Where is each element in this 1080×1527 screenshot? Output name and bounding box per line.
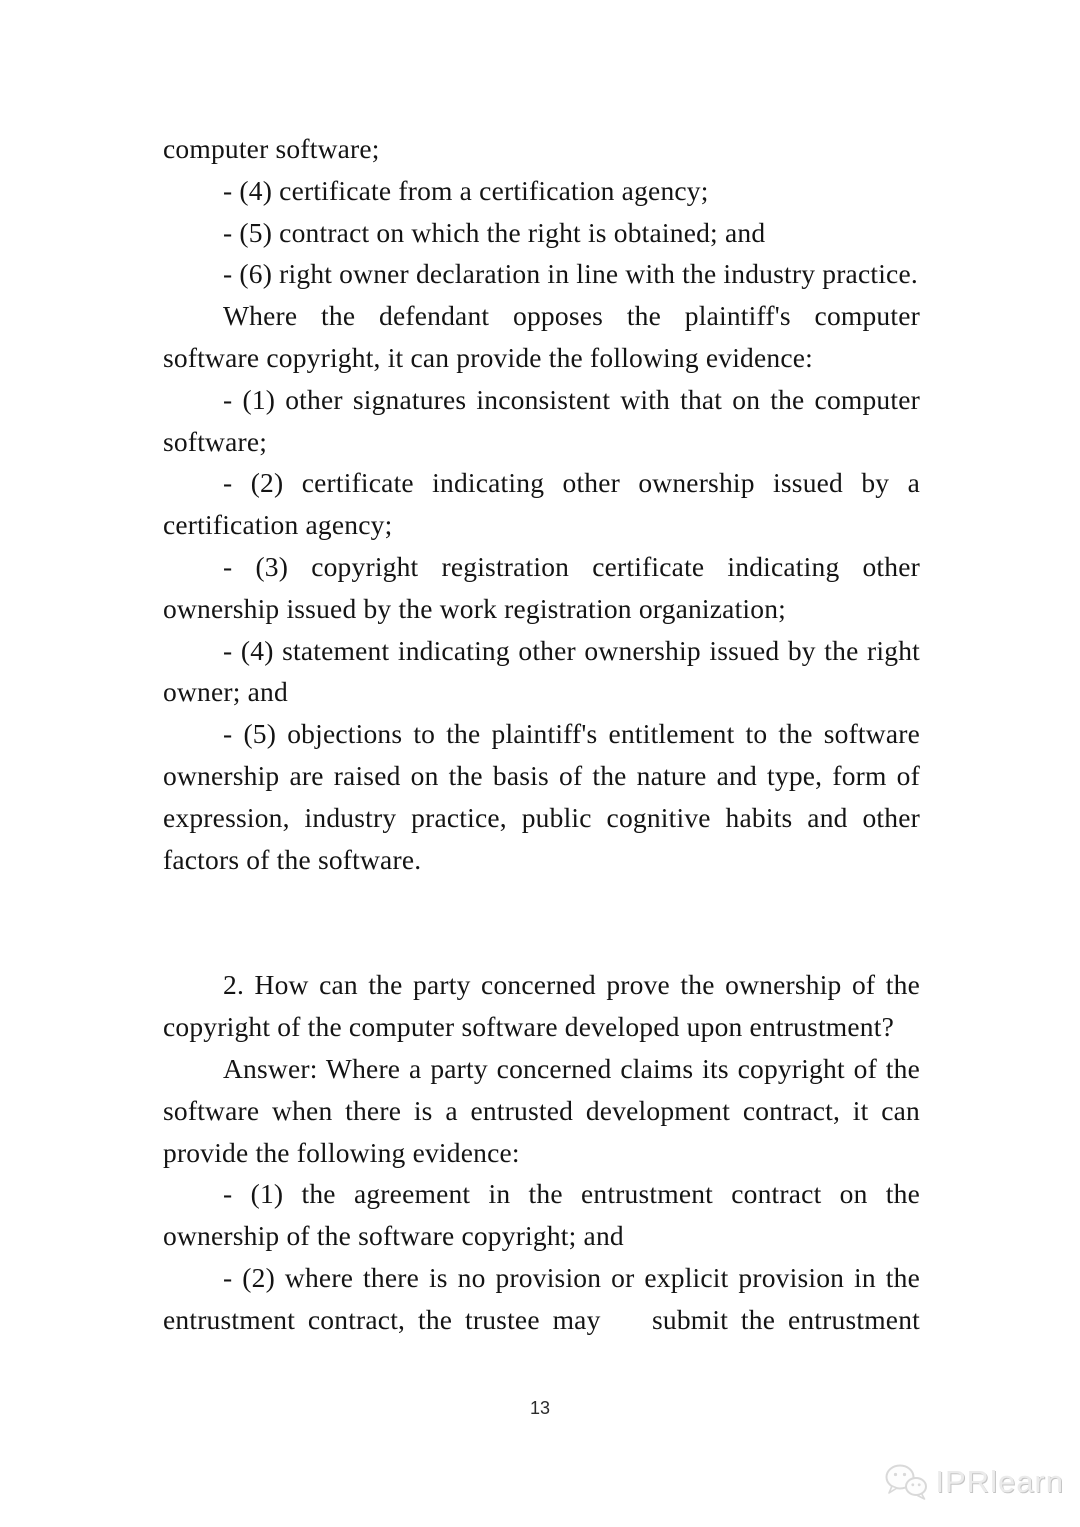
paragraph: - (5) objections to the plaintiff's entitlement to the software ownership are raised on the basis of the nature and type, form of expression, industry practice, public cognitive habits and other factors of the software. <box>163 718 920 875</box>
watermark <box>884 1462 1064 1502</box>
paragraph: - (5) contract on which the right is obtained; and <box>223 216 766 248</box>
paragraph: computer software; <box>163 133 380 164</box>
paragraph: - (2) certificate indicating other ownership issued by a certification agency; <box>163 467 920 541</box>
document-body <box>163 128 920 1341</box>
paragraph: - (4) certificate from a certification agency; <box>223 174 709 206</box>
paragraph: Where the defendant opposes the plaintiff's computer software copyright, it can provide the following evidence: <box>163 300 920 373</box>
watermark-text: IPRlearn <box>935 1464 1064 1499</box>
paragraph: - (3) copyright registration certificate indicating other ownership issued by the work registration organization; <box>163 550 920 624</box>
page-number: 13 <box>529 1398 551 1418</box>
paragraph: 2. How can the party concerned prove the ownership of the copyright of the computer software developed upon entrustment? <box>163 969 920 1043</box>
paragraph: - (4) statement indicating other ownership issued by the right owner; and <box>163 634 920 708</box>
wechat-logo-icon <box>884 1462 928 1502</box>
paragraph: - (6) right owner declaration in line with the industry practice. <box>223 258 918 290</box>
paragraph: Answer: Where a party concerned claims its copyright of the software when there is a entrusted development contract, it can provide the following evidence: <box>163 1052 920 1168</box>
paragraph: - (1) the agreement in the entrustment contract on the ownership of the software copyright; and <box>163 1178 920 1252</box>
paragraph: - (1) other signatures inconsistent with that on the computer software; <box>163 383 920 457</box>
paragraph: - (2) where there is no provision or explicit provision in the entrustment contract, the trustee may submit the entrustment <box>163 1261 920 1335</box>
